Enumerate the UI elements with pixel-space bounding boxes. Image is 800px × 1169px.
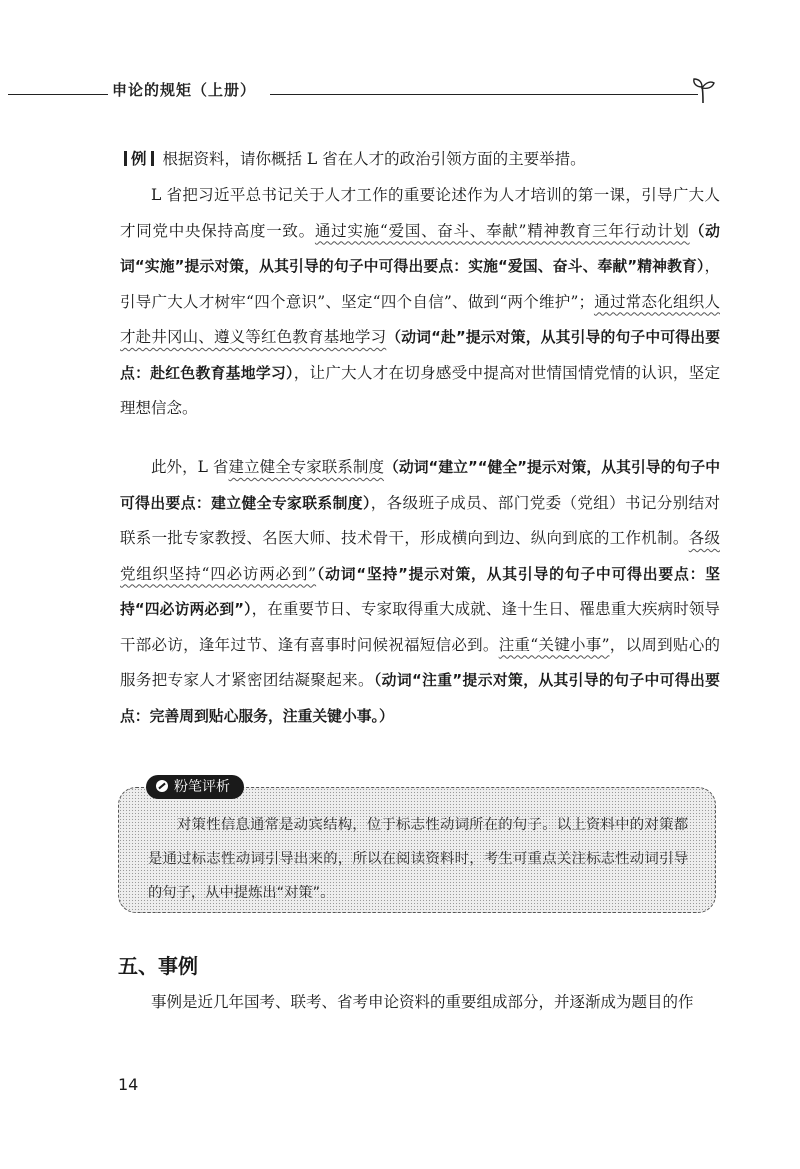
p2-underlined-2: 各级党组织坚持“四必访两必到” xyxy=(120,529,720,583)
sprout-icon xyxy=(690,76,716,104)
question-text: 根据资料，请你概括 L 省在人才的政治引领方面的主要举措。 xyxy=(162,150,586,168)
header-rule-left xyxy=(8,94,108,95)
p2-note-2: （动词“坚持”提示对策，从其引导的句子中可得出要点：坚持“四必访两必到”） xyxy=(120,565,720,618)
analysis-label xyxy=(146,775,244,799)
analysis-text: 对策性信息通常是动宾结构，位于标志性动词所在的句子。以上资料中的对策都是通过标志性动词引导出来的，所以在阅读资料时，考生可重点关注标志性动词引导的句子，从中提炼出“对策”。 xyxy=(148,817,688,901)
p2-underlined-3: 注重“关键小事” xyxy=(498,635,610,654)
p2-text-4: ，以周到贴心的服务把专家人才紧密团结凝聚起来。 xyxy=(120,635,720,689)
p1-underlined-1: 通过实施“爱国、奋斗、奉献”精神教育三年行动计划 xyxy=(314,221,690,240)
p1-text-1: L 省把习近平总书记关于人才工作的重要论述作为人才培训的第一课，引导广大人才同党中央保持高度一致。 xyxy=(120,186,720,240)
p2-text-1: 此外，L 省 xyxy=(151,458,229,476)
p1-note-2: （动词“赴”提示对策，从其引导的句子中可得出要点：赴红色教育基地学习） xyxy=(120,329,720,382)
header-title: 申论的规矩（上册） xyxy=(112,81,257,99)
p2-note-1: （动词“建立”“健全”提示对策，从其引导的句子中可得出要点：建立健全专家联系制度） xyxy=(120,459,720,512)
paragraph-1 xyxy=(120,178,720,427)
paragraph-2 xyxy=(120,450,720,734)
closing-paragraph: 事例是近几年国考、联考、省考申论资料的重要组成部分，并逐渐成为题目的作 xyxy=(151,993,694,1011)
p1-underlined-2: 通过常态化组织人才赴井冈山、遵义等红色教育基地学习 xyxy=(120,292,720,346)
p2-note-3: （动词“注重”提示对策，从其引导的句子中可得出要点：完善周到贴心服务，注重关键小事。） xyxy=(120,672,720,725)
example-tag: 例 xyxy=(120,150,158,168)
page-number: 14 xyxy=(118,1075,139,1094)
p1-text-2: ，引导广大人才树牢“四个意识”、坚定“四个自信”、做到“两个维护”； xyxy=(120,257,720,311)
section-heading: 五、事例 xyxy=(118,954,198,978)
p2-text-2: ，各级班子成员、部门党委（党组）书记分别结对联系一批专家教授、名医大师、技术骨干，形成横向到边、纵向到底的工作机制。 xyxy=(120,493,720,547)
p1-note-1: （动词“实施”提示对策，从其引导的句子中可得出要点：实施“爱国、奋斗、奉献”精神教育） xyxy=(120,222,720,275)
p2-underlined-1: 建立健全专家联系制度 xyxy=(228,458,385,476)
analysis-label-text: 粉笔评析 xyxy=(174,779,230,795)
p1-text-3: ，让广大人才在切身感受中提高对世情国情党情的认识，坚定理想信念。 xyxy=(120,363,720,417)
p2-text-3: ，在重要节日、专家取得重大成就、逢十生日、罹患重大疾病时领导干部必访，逢年过节、逢有喜事时问候祝福短信必到。 xyxy=(120,600,720,654)
question-line xyxy=(120,142,720,178)
pencil-icon xyxy=(156,780,168,792)
header-rule-right xyxy=(270,94,698,95)
running-header xyxy=(0,76,800,108)
